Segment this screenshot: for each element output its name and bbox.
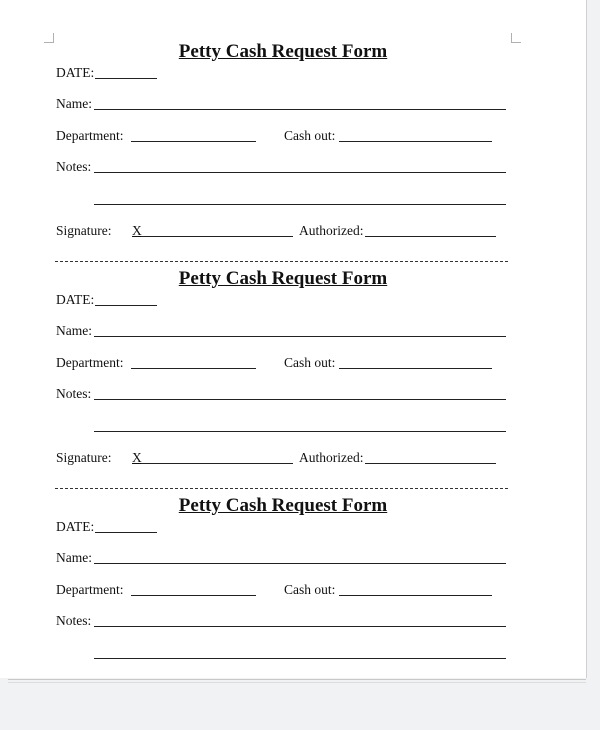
signature-input-line[interactable] xyxy=(141,236,293,237)
name-input-line[interactable] xyxy=(94,563,506,564)
petty-cash-form-2 xyxy=(0,268,586,495)
date-field xyxy=(56,292,94,308)
notes-input-line-2[interactable] xyxy=(94,431,506,432)
department-input-line[interactable] xyxy=(131,368,256,369)
name-field xyxy=(56,96,92,112)
notes-field xyxy=(56,613,91,629)
signature-field xyxy=(56,223,112,239)
name-input-line[interactable] xyxy=(94,336,506,337)
cash-out-field xyxy=(284,582,335,598)
signature-x-mark: X xyxy=(132,450,142,465)
date-input-line[interactable] xyxy=(95,305,157,306)
cash-out-input-line[interactable] xyxy=(339,368,492,369)
authorized-label: Authorized: xyxy=(299,450,364,465)
signature-input-line[interactable] xyxy=(141,463,293,464)
name-label: Name: xyxy=(56,96,92,111)
cash-out-label: Cash out: xyxy=(284,582,336,597)
cut-line-2 xyxy=(55,488,508,489)
signature-x-mark: X xyxy=(132,223,142,238)
date-field xyxy=(56,65,94,81)
date-label: DATE: xyxy=(56,519,95,534)
notes-label: Notes: xyxy=(56,386,92,401)
petty-cash-form-1 xyxy=(0,41,586,268)
name-field xyxy=(56,550,92,566)
date-field xyxy=(56,519,94,535)
cut-line-1 xyxy=(55,261,508,262)
petty-cash-form-3 xyxy=(0,495,586,675)
name-label: Name: xyxy=(56,323,92,338)
authorized-field xyxy=(299,450,363,466)
cash-out-input-line[interactable] xyxy=(339,141,492,142)
department-input-line[interactable] xyxy=(131,595,256,596)
notes-label: Notes: xyxy=(56,613,92,628)
date-label: DATE: xyxy=(56,65,95,80)
department-field xyxy=(56,355,123,371)
page-bottom-edge xyxy=(8,679,586,683)
department-label: Department: xyxy=(56,582,124,597)
notes-label: Notes: xyxy=(56,159,92,174)
signature-label: Signature: xyxy=(56,450,112,465)
form-title: Petty Cash Request Form xyxy=(178,268,388,289)
notes-field xyxy=(56,159,91,175)
cash-out-field xyxy=(284,128,335,144)
department-field xyxy=(56,582,123,598)
authorized-label: Authorized: xyxy=(299,223,364,238)
department-label: Department: xyxy=(56,128,124,143)
signature-field xyxy=(56,450,112,466)
cash-out-input-line[interactable] xyxy=(339,595,492,596)
authorized-field xyxy=(299,223,363,239)
form-title: Petty Cash Request Form xyxy=(178,41,388,62)
signature-label: Signature: xyxy=(56,223,112,238)
date-label: DATE: xyxy=(56,292,95,307)
notes-input-line-1[interactable] xyxy=(94,399,506,400)
date-input-line[interactable] xyxy=(95,78,157,79)
name-label: Name: xyxy=(56,550,92,565)
name-input-line[interactable] xyxy=(94,109,506,110)
authorized-input-line[interactable] xyxy=(365,463,496,464)
cash-out-label: Cash out: xyxy=(284,128,336,143)
department-field xyxy=(56,128,123,144)
cash-out-label: Cash out: xyxy=(284,355,336,370)
notes-input-line-1[interactable] xyxy=(94,626,506,627)
notes-field xyxy=(56,386,91,402)
notes-input-line-2[interactable] xyxy=(94,658,506,659)
notes-input-line-2[interactable] xyxy=(94,204,506,205)
cash-out-field xyxy=(284,355,335,371)
authorized-input-line[interactable] xyxy=(365,236,496,237)
notes-input-line-1[interactable] xyxy=(94,172,506,173)
form-title: Petty Cash Request Form xyxy=(178,495,388,516)
name-field xyxy=(56,323,92,339)
date-input-line[interactable] xyxy=(95,532,157,533)
department-label: Department: xyxy=(56,355,124,370)
department-input-line[interactable] xyxy=(131,141,256,142)
